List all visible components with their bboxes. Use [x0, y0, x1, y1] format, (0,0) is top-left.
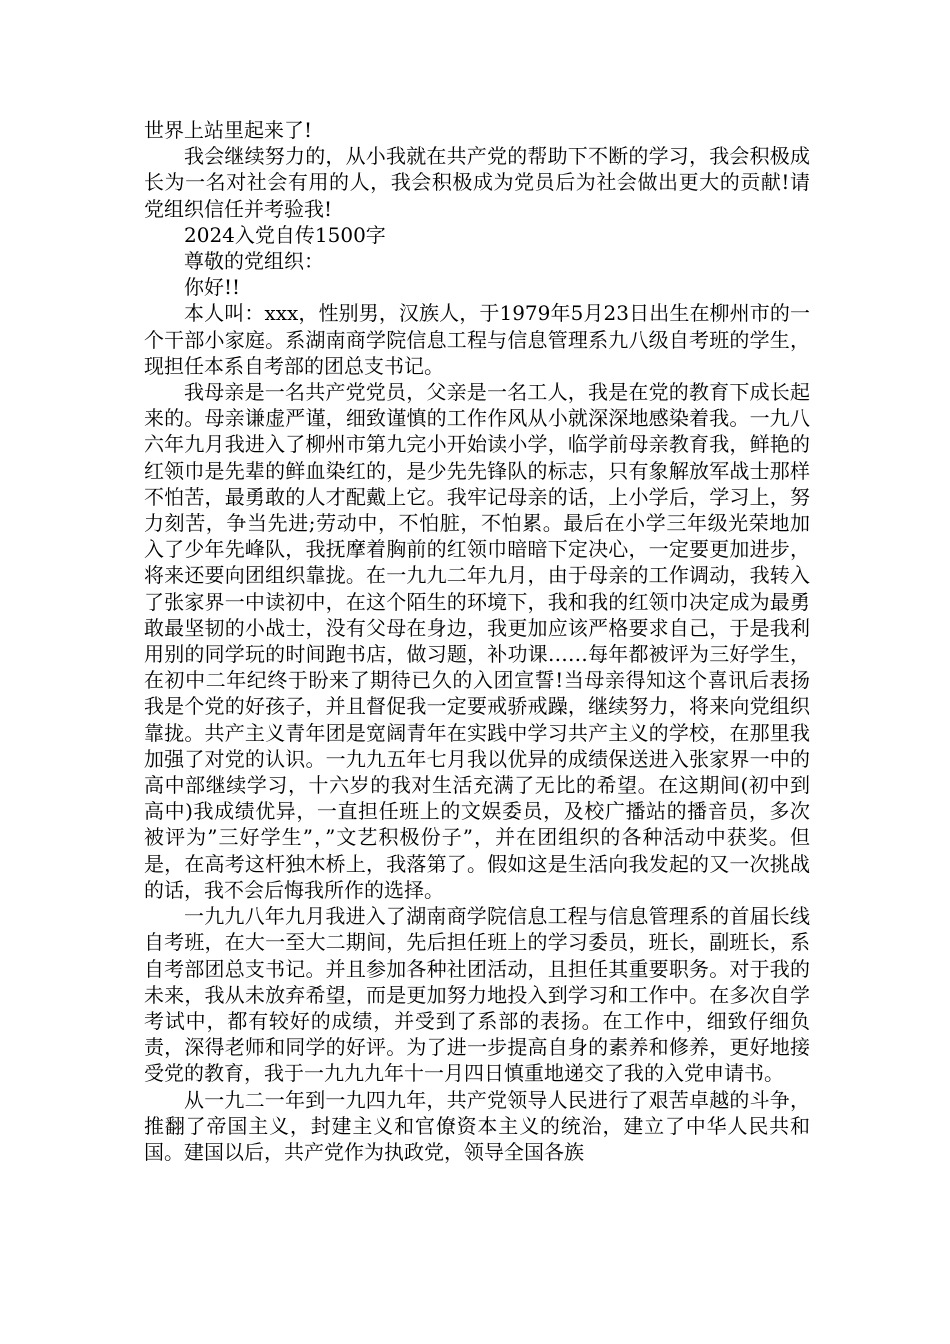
paragraph-commitment: 我会继续努力的，从小我就在共产党的帮助下不断的学习，我会积极成长为一名对社会有用的人，我会积极成为党员后为社会做出更大的贡献!请党组织信任并考验我! [144, 144, 810, 221]
paragraph-party-history: 从一九二一年到一九四九年，共产党领导人民进行了艰苦卓越的斗争，推翻了帝国主义，封建主义和官僚资本主义的统治，建立了中华人民共和国。建国以后，共产党作为执政党，领导全国各族 [144, 1087, 810, 1164]
paragraph-continuation: 世界上站里起来了! [144, 118, 313, 142]
paragraph-introduction: 本人叫：xxx，性别男，汉族人，于1979年5月23日出生在柳州市的一个干部小家庭。系湖南商学院信息工程与信息管理系九八级自考班的学生，现担任本系自考部的团总支书记。 [144, 301, 810, 378]
paragraph-upbringing: 我母亲是一名共产党党员，父亲是一名工人，我是在党的教育下成长起来的。母亲谦虚严谨，细致谨慎的工作作风从小就深深地感染着我。一九八六年九月我进入了柳州市第九完小开始读小学，临学前母亲教育我，鲜艳的红领巾是先辈的鲜血染红的，是少先先锋队的标志，只有象解放军战士那样不怕苦，最勇敢的人才配戴上它。我牢记母亲的话，上小学后，学习上，努力刻苦，争当先进;劳动中，不怕脏，不怕累。最后在小学三年级光荣地加入了少年先峰队，我抚摩着胸前的红领巾暗暗下定决心，一定要更加进步，将来还要向团组织靠拢。在一九九二年九月，由于母亲的工作调动，我转入了张家界一中读初中，在这个陌生的环境下，我和我的红领巾决定成为最勇敢最坚韧的小战士，没有父母在身边，我更加应该严格要求自己，于是我利用别的同学玩的时间跑书店，做习题，补功课……每年都被评为三好学生，在初中二年纪终于盼来了期待已久的入团宣誓!当母亲得知这个喜讯后表扬我是个党的好孩子，并且督促我一定要戒骄戒躁，继续努力，将来向党组织靠拢。共产主义青年团是宽阔青年在实践中学习共产主义的学校，在那里我加强了对党的认识。一九九五年七月我以优异的成绩保送进入张家界一中的高中部继续学习，十六岁的我对生活充满了无比的希望。在这期间(初中到高中)我成绩优异，一直担任班上的文娱委员，及校广播站的播音员，多次被评为”三好学生”，”文艺积极份子”，并在团组织的各种活动中获奖。但是，在高考这杆独木桥上，我落第了。假如这是生活向我发起的又一次挑战的话，我不会后悔我所作的选择。 [144, 380, 810, 902]
greeting: 你好!! [184, 275, 241, 300]
paragraph-college: 一九九八年九月我进入了湖南商学院信息工程与信息管理系的首届长线自考班，在大一至大二期间，先后担任班上的学习委员，班长，副班长，系自考部团总支书记。并且参加各种社团活动，且担任其重要职务。对于我的未来，我从未放弃希望，而是更加努力地投入到学习和工作中。在多次自学考试中，都有较好的成绩，并受到了系部的表扬。在工作中，细致仔细负责，深得老师和同学的好评。为了进一步提高自身的素养和修养，更好地接受党的教育，我于一九九九年十一月四日慎重地递交了我的入党申请书。 [144, 904, 810, 1086]
document-title: 2024入党自传1500字 [184, 222, 386, 247]
document-page [144, 117, 810, 1165]
salutation: 尊敬的党组织： [184, 249, 324, 274]
